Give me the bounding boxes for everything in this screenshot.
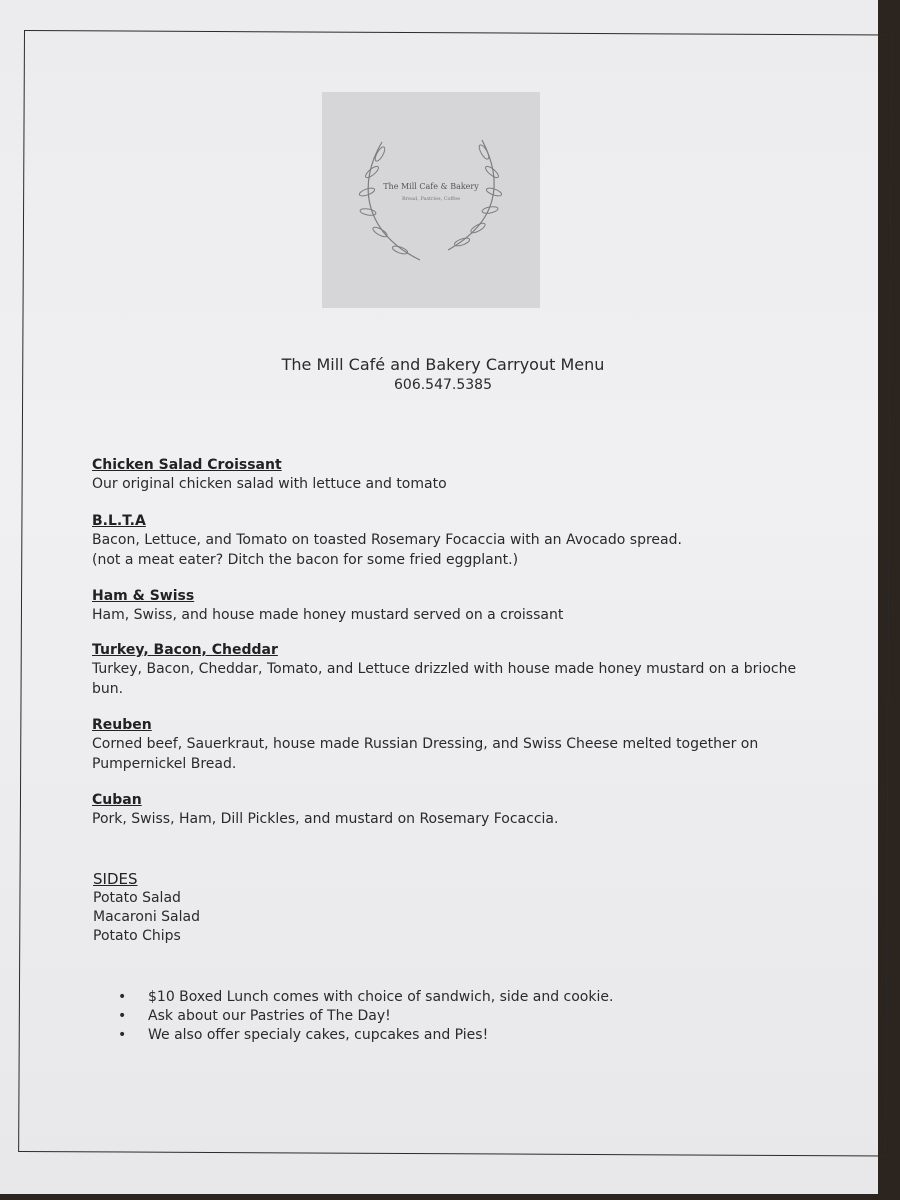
logo-name: The Mill Cafe & Bakery	[383, 182, 479, 191]
item-description: Corned beef, Sauerkraut, house made Russian Dressing, and Swiss Cheese melted together on Pumpernickel Bread.	[92, 736, 759, 772]
item-description: Bacon, Lettuce, and Tomato on toasted Rosemary Focaccia with an Avocado spread.	[92, 532, 682, 548]
item-description: Turkey, Bacon, Cheddar, Tomato, and Lettuce drizzled with house made honey mustard on a brioche bun.	[92, 661, 797, 697]
list-item	[118, 988, 758, 1007]
item-name: Turkey, Bacon, Cheddar	[92, 642, 278, 658]
side-item: Potato Chips	[93, 928, 181, 944]
side-item: Macaroni Salad	[93, 909, 200, 925]
menu-item	[92, 716, 812, 774]
side-item: Potato Salad	[93, 890, 181, 906]
item-description: Pork, Swiss, Ham, Dill Pickles, and mustard on Rosemary Focaccia.	[92, 811, 559, 827]
bullet-icon: •	[118, 1008, 127, 1024]
notes-list	[118, 988, 758, 1045]
menu-item	[92, 587, 812, 625]
item-description: Our original chicken salad with lettuce and tomato	[92, 476, 447, 492]
item-name: Ham & Swiss	[92, 588, 195, 604]
bullet-icon: •	[118, 1027, 127, 1043]
note-text: $10 Boxed Lunch comes with choice of sandwich, side and cookie.	[148, 989, 614, 1005]
sides-heading: SIDES	[93, 870, 138, 888]
menu-item	[92, 512, 812, 570]
list-item	[118, 1007, 758, 1026]
item-name: B.L.T.A	[92, 513, 146, 529]
menu-item	[92, 641, 812, 699]
note-text: We also offer specialy cakes, cupcakes and Pies!	[148, 1027, 489, 1043]
list-item	[118, 1026, 758, 1045]
sides-section	[93, 870, 393, 946]
item-name: Reuben	[92, 717, 152, 733]
page-title: The Mill Café and Bakery Carryout Menu	[281, 355, 605, 374]
menu-item	[92, 456, 812, 494]
item-name: Cuban	[92, 792, 142, 808]
bullet-icon: •	[118, 989, 127, 1005]
item-name: Chicken Salad Croissant	[92, 457, 282, 473]
item-note: (not a meat eater? Ditch the bacon for some fried eggplant.)	[92, 552, 519, 568]
logo-tagline: Bread, Pastries, Coffee	[401, 196, 461, 202]
item-description: Ham, Swiss, and house made honey mustard served on a croissant	[92, 607, 564, 623]
cafe-logo	[322, 92, 540, 308]
note-text: Ask about our Pastries of The Day!	[148, 1008, 391, 1024]
menu-item	[92, 791, 812, 829]
phone-number: 606.547.5385	[394, 377, 492, 393]
